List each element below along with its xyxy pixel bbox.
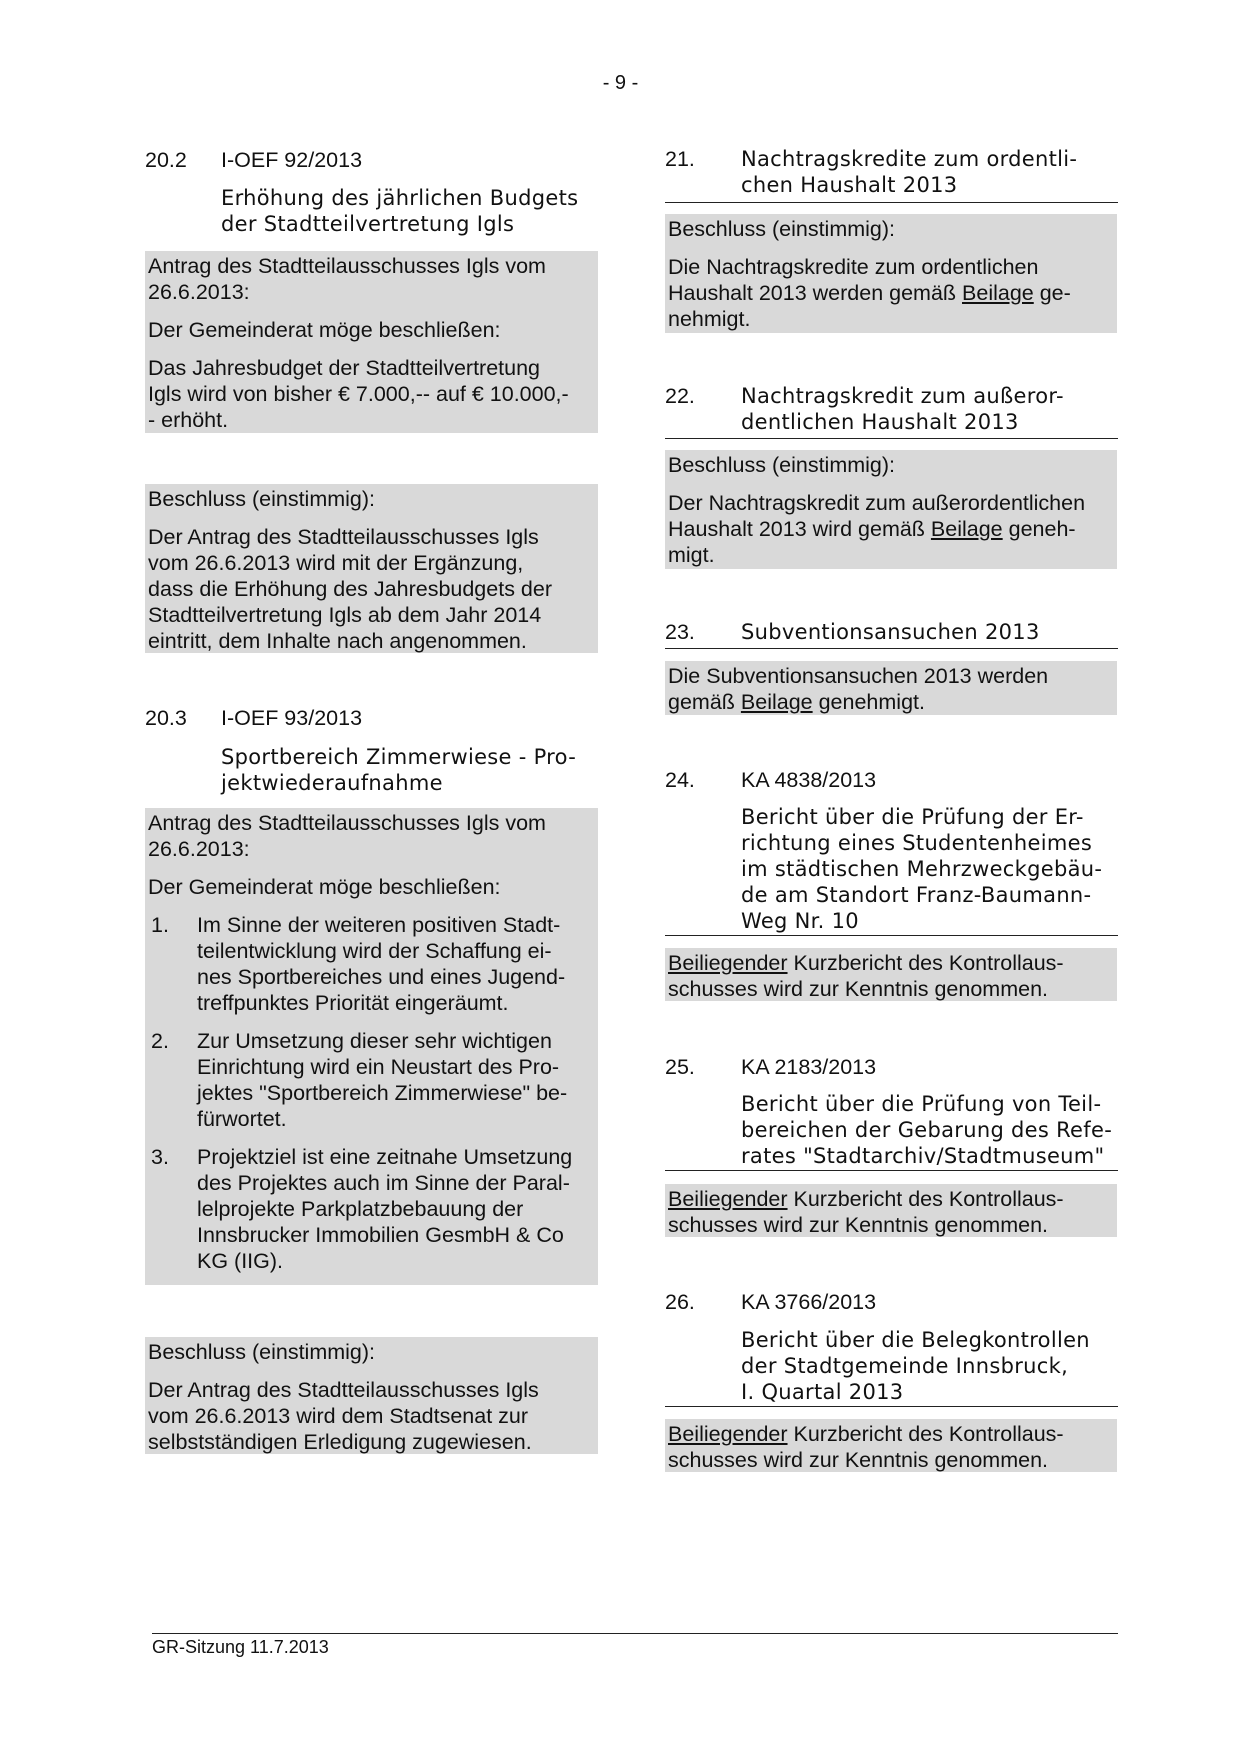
text-line: selbstständigen Erledigung zugewiesen. xyxy=(148,1430,532,1454)
page-number: - 9 - xyxy=(602,72,639,94)
title-line: Nachtragskredite zum ordentli- xyxy=(741,147,1078,171)
beschluss-label: Beschluss (einstimmig): xyxy=(668,217,895,241)
divider xyxy=(665,1170,1118,1171)
section-20-3-title xyxy=(221,744,576,796)
divider xyxy=(665,1406,1118,1407)
section-ref: I-OEF 92/2013 xyxy=(221,148,363,172)
section-23-body xyxy=(665,661,1117,715)
section-number: 20.2 xyxy=(145,148,187,172)
beilage-link[interactable]: Beiliegender xyxy=(668,1422,788,1446)
text-line: Innsbrucker Immobilien GesmbH & Co xyxy=(197,1223,564,1247)
section-20-2-antrag xyxy=(145,251,598,433)
text-line: Stadtteilvertretung Igls ab dem Jahr 2014 xyxy=(148,603,542,627)
text-line: des Projektes auch im Sinne der Paral- xyxy=(197,1171,570,1195)
divider xyxy=(665,935,1118,936)
text-span: Kurzbericht des Kontrollaus- xyxy=(787,1187,1064,1211)
section-20-2-header xyxy=(145,147,598,173)
section-title xyxy=(741,146,1117,198)
text-line: Projektziel ist eine zeitnahe Umsetzung xyxy=(197,1145,573,1169)
title-line: Weg Nr. 10 xyxy=(741,909,859,933)
section-20-3-antrag xyxy=(145,808,598,1285)
title-line: Bericht über die Prüfung der Er- xyxy=(741,805,1084,829)
text-line: migt. xyxy=(668,543,715,567)
section-ref: KA 4838/2013 xyxy=(741,768,877,792)
text-line: treffpunktes Priorität eingeräumt. xyxy=(197,991,509,1015)
beilage-link[interactable]: Beiliegender xyxy=(668,1187,788,1211)
text-line: eintritt, dem Inhalte nach angenommen. xyxy=(148,629,527,653)
title-line: dentlichen Haushalt 2013 xyxy=(741,410,1019,434)
section-21-beschluss xyxy=(665,214,1117,333)
text-line: schusses wird zur Kenntnis genommen. xyxy=(668,1448,1049,1472)
text-line: dass die Erhöhung des Jahresbudgets der xyxy=(148,577,552,601)
text-span: Kurzbericht des Kontrollaus- xyxy=(787,1422,1064,1446)
text-line: Antrag des Stadtteilausschusses Igls vom xyxy=(148,811,546,835)
text-line: Der Antrag des Stadtteilausschusses Igls xyxy=(148,1378,539,1402)
list-number: 2. xyxy=(151,1029,169,1053)
title-line: Sportbereich Zimmerwiese - Pro- xyxy=(221,745,577,769)
text-line: schusses wird zur Kenntnis genommen. xyxy=(668,1213,1049,1237)
section-25-body xyxy=(665,1184,1117,1237)
section-24-body xyxy=(665,948,1117,1001)
text-line: fürwortet. xyxy=(197,1107,287,1131)
list-item xyxy=(148,912,595,1016)
title-line: der Stadtteilvertretung Igls xyxy=(221,212,515,236)
beschluss-label: Beschluss (einstimmig): xyxy=(148,1340,375,1364)
title-line: Erhöhung des jährlichen Budgets xyxy=(221,186,579,210)
section-26-body xyxy=(665,1419,1117,1472)
section-20-3-header xyxy=(145,705,598,731)
section-26-header xyxy=(665,1289,1117,1315)
section-26-title xyxy=(741,1327,1090,1405)
beschluss-label: Beschluss (einstimmig): xyxy=(668,453,895,477)
section-number: 26. xyxy=(665,1290,695,1314)
section-title xyxy=(741,619,1117,645)
text-line xyxy=(668,689,1114,715)
text-line: - erhöht. xyxy=(148,408,229,432)
text-line xyxy=(668,950,1114,976)
text-line: Die Subventionsansuchen 2013 werden xyxy=(668,664,1049,688)
beilage-link[interactable]: Beilage xyxy=(962,281,1034,305)
text-line: nes Sportbereiches und eines Jugend- xyxy=(197,965,566,989)
section-20-3-beschluss xyxy=(145,1337,598,1454)
title-line: chen Haushalt 2013 xyxy=(741,173,958,197)
section-number: 20.3 xyxy=(145,706,187,730)
list-number: 1. xyxy=(151,913,169,937)
text-line: Der Gemeinderat möge beschließen: xyxy=(148,318,501,342)
text-line xyxy=(668,516,1114,542)
beilage-link[interactable]: Beiliegender xyxy=(668,951,788,975)
title-line: Subventionsansuchen 2013 xyxy=(741,620,1040,644)
section-20-2-title xyxy=(221,185,578,237)
text-line: Antrag des Stadtteilausschusses Igls vom xyxy=(148,254,546,278)
text-line: schusses wird zur Kenntnis genommen. xyxy=(668,977,1049,1001)
section-25-title xyxy=(741,1091,1112,1169)
text-line: Einrichtung wird ein Neustart des Pro- xyxy=(197,1055,560,1079)
text-line: Igls wird von bisher € 7.000,-- auf € 10.000,- xyxy=(148,382,569,406)
list-item xyxy=(148,1028,595,1132)
text-line: KG (IIG). xyxy=(197,1249,283,1273)
section-ref: KA 3766/2013 xyxy=(741,1290,877,1314)
text-line xyxy=(668,1186,1114,1212)
list-number: 3. xyxy=(151,1145,169,1169)
title-line: Nachtragskredit zum außeror- xyxy=(741,384,1064,408)
text-span: geneh- xyxy=(1002,517,1076,541)
section-title xyxy=(741,383,1117,435)
text-line: Die Nachtragskredite zum ordentlichen xyxy=(668,255,1039,279)
text-line: 26.6.2013: xyxy=(148,280,250,304)
section-number: 21. xyxy=(665,147,695,171)
title-line: rates "Stadtarchiv/Stadtmuseum" xyxy=(741,1144,1105,1168)
section-22-header xyxy=(665,383,1117,435)
text-line: lelprojekte Parkplatzbebauung der xyxy=(197,1197,524,1221)
text-line: teilentwicklung wird der Schaffung ei- xyxy=(197,939,552,963)
section-21-header xyxy=(665,146,1117,198)
text-line: jektes "Sportbereich Zimmerwiese" be- xyxy=(197,1081,568,1105)
list-item xyxy=(148,1144,595,1274)
footer-divider xyxy=(152,1633,1118,1634)
text-line: Der Gemeinderat möge beschließen: xyxy=(148,875,501,899)
text-span: Kurzbericht des Kontrollaus- xyxy=(787,951,1064,975)
text-line: nehmigt. xyxy=(668,307,751,331)
title-line: Bericht über die Prüfung von Teil- xyxy=(741,1092,1102,1116)
text-line: 26.6.2013: xyxy=(148,837,250,861)
section-23-header xyxy=(665,619,1117,645)
divider xyxy=(665,438,1118,439)
title-line: im städtischen Mehrzweckgebäu- xyxy=(741,857,1103,881)
title-line: jektwiederaufnahme xyxy=(221,771,443,795)
divider xyxy=(665,202,1118,203)
title-line: richtung eines Studentenheimes xyxy=(741,831,1093,855)
section-24-header xyxy=(665,767,1117,793)
title-line: I. Quartal 2013 xyxy=(741,1380,904,1404)
footer-text: GR-Sitzung 11.7.2013 xyxy=(152,1637,329,1657)
section-number: 24. xyxy=(665,768,695,792)
title-line: de am Standort Franz-Baumann- xyxy=(741,883,1092,907)
beilage-link[interactable]: Beilage xyxy=(930,517,1003,541)
section-25-header xyxy=(665,1054,1117,1080)
beschluss-label: Beschluss (einstimmig): xyxy=(148,487,375,511)
text-span: ge- xyxy=(1033,281,1071,305)
text-span: genehmigt. xyxy=(812,690,925,714)
text-span: Haushalt 2013 werden gemäß xyxy=(668,281,963,305)
section-20-2-beschluss xyxy=(145,484,598,653)
text-line: Der Nachtragskredit zum außerordentlichen xyxy=(668,491,1086,515)
section-number: 22. xyxy=(665,384,695,408)
section-number: 23. xyxy=(665,620,695,644)
title-line: Bericht über die Belegkontrollen xyxy=(741,1328,1090,1352)
beilage-link[interactable]: Beilage xyxy=(740,690,813,714)
text-line: Im Sinne der weiteren positiven Stadt- xyxy=(197,913,561,937)
text-line: vom 26.6.2013 wird mit der Ergänzung, xyxy=(148,551,524,575)
section-24-title xyxy=(741,804,1102,934)
text-line: Der Antrag des Stadtteilausschusses Igls xyxy=(148,525,539,549)
title-line: der Stadtgemeinde Innsbruck, xyxy=(741,1354,1069,1378)
text-line: vom 26.6.2013 wird dem Stadtsenat zur xyxy=(148,1404,529,1428)
text-line: Das Jahresbudget der Stadtteilvertretung xyxy=(148,356,541,380)
text-line: Zur Umsetzung dieser sehr wichtigen xyxy=(197,1029,552,1053)
title-line: bereichen der Gebarung des Refe- xyxy=(741,1118,1113,1142)
section-22-beschluss xyxy=(665,450,1117,569)
section-number: 25. xyxy=(665,1055,695,1079)
text-line xyxy=(668,280,1114,306)
text-span: Haushalt 2013 wird gemäß xyxy=(668,517,931,541)
text-line xyxy=(668,1421,1114,1447)
divider xyxy=(665,648,1118,649)
section-ref: KA 2183/2013 xyxy=(741,1055,877,1079)
section-ref: I-OEF 93/2013 xyxy=(221,706,363,730)
text-span: gemäß xyxy=(668,690,741,714)
